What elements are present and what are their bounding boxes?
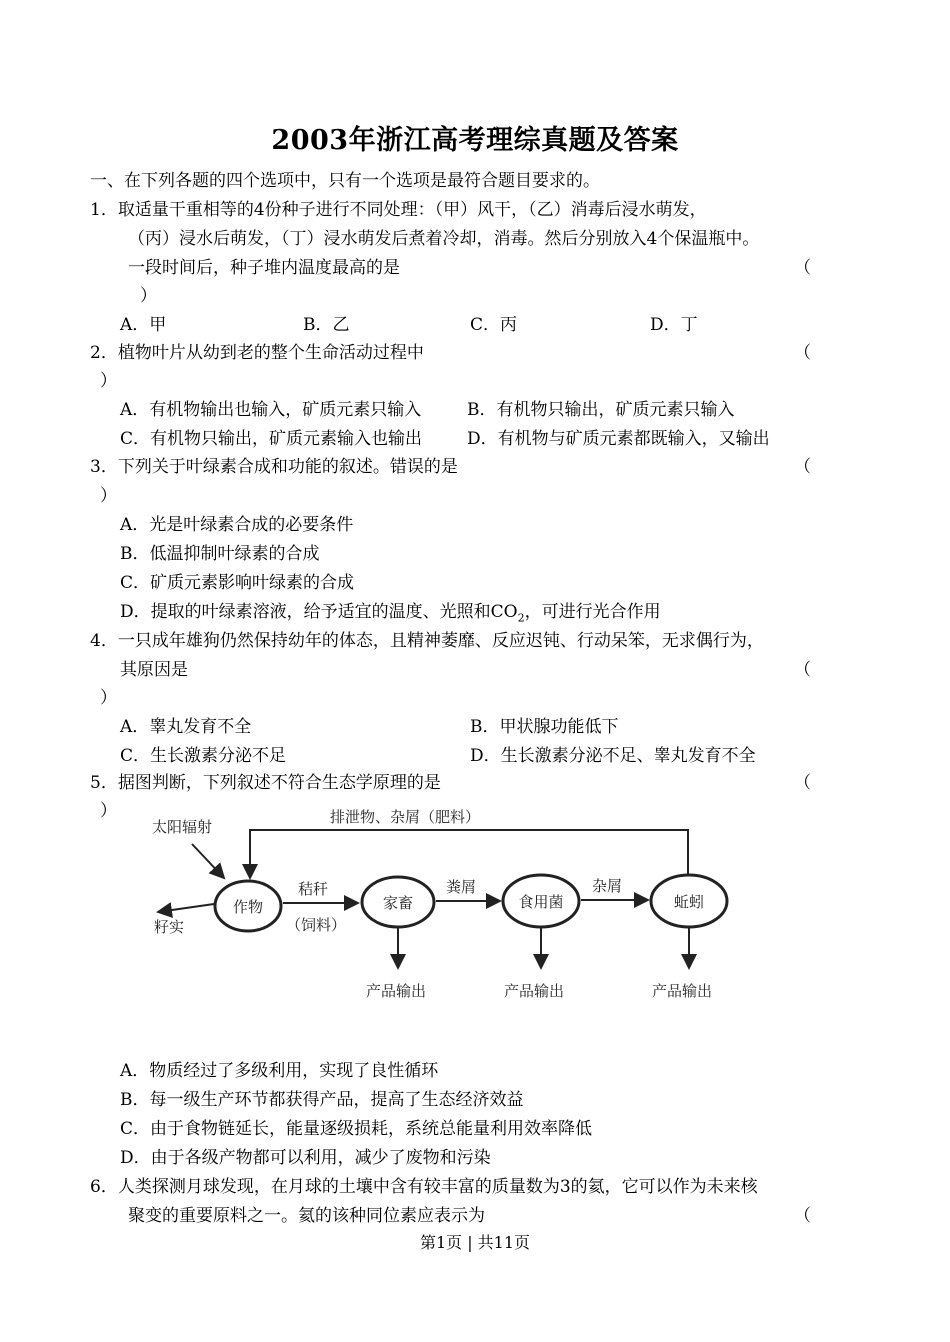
fertilizer-loop-arrow (250, 830, 688, 880)
node-mushroom-label: 食用菌 (518, 893, 564, 911)
q6-line1: 6．人类探测月球发现，在月球的土壤中含有较丰富的质量数为3的氦，它可以作为未来核 (90, 1177, 758, 1197)
answer-paren-open: （ (794, 660, 811, 680)
sun-label: 太阳辐射 (152, 818, 213, 836)
q3-option-b: B．低温抑制叶绿素的合成 (120, 544, 320, 564)
grain-label: 籽实 (154, 918, 185, 936)
answer-paren-open: （ (794, 258, 811, 278)
q1-option-c: C．丙 (470, 315, 518, 335)
node-earthworm-label: 蚯蚓 (673, 893, 705, 911)
straw-label: 秸秆 (298, 880, 329, 898)
grain-arrow (158, 904, 214, 912)
q5-option-c: C．由于食物链延长，能量逐级损耗，系统总能量利用效率降低 (120, 1119, 593, 1139)
q4-option-b: B．甲状腺功能低下 (470, 717, 619, 737)
q2-line1: 2．植物叶片从幼到老的整个生命活动过程中 (90, 343, 424, 363)
q1-option-d: D．丁 (650, 315, 698, 335)
output-label-3: 产品输出 (652, 982, 713, 1000)
answer-paren-open: （ (794, 457, 811, 477)
q6-line2: 聚变的重要原料之一。氦的该种同位素应表示为 (128, 1206, 485, 1226)
answer-paren-close: ） (100, 486, 117, 506)
q3-option-c: C．矿质元素影响叶绿素的合成 (120, 573, 355, 593)
q2-option-c: C．有机物只输出，矿质元素输入也输出 (120, 429, 423, 449)
sun-arrow (192, 844, 224, 878)
q1-line2: （丙）浸水后萌发，（丁）浸水萌发后煮着冷却，消毒。然后分别放入4个保温瓶中。 (128, 229, 760, 249)
q5-line1: 5．据图判断，下列叙述不符合生态学原理的是 (90, 773, 441, 793)
residue-label: 杂屑 (592, 877, 623, 895)
answer-paren-open: （ (794, 343, 811, 363)
answer-paren-close: ） (100, 688, 117, 708)
q4-option-c: C．生长激素分泌不足 (120, 746, 287, 766)
q4-line2: 其原因是 (120, 660, 188, 680)
q4-line1: 4．一只成年雄狗仍然保持幼年的体态，且精神萎靡、反应迟钝、行动呆笨，无求偶行为， (90, 631, 764, 651)
ecosystem-diagram (140, 800, 760, 1010)
answer-paren-close: ） (140, 286, 157, 306)
q4-option-d: D．生长激素分泌不足、睾丸发育不全 (470, 746, 756, 766)
answer-paren-close: ） (100, 371, 117, 391)
q1-option-b: B．乙 (303, 315, 350, 335)
answer-paren-open: （ (794, 1206, 811, 1226)
q1-line3: 一段时间后，种子堆内温度最高的是 (128, 258, 400, 278)
q3-option-a: A．光是叶绿素合成的必要条件 (120, 515, 354, 535)
node-crop-label: 作物 (232, 898, 264, 916)
q1-line1: 1．取适量干重相等的4份种子进行不同处理：（甲）风干，（乙）消毒后浸水萌发， (90, 200, 707, 220)
output-label-2: 产品输出 (504, 982, 565, 1000)
q2-option-b: B．有机物只输出，矿质元素只输入 (467, 400, 735, 420)
page-footer: 第1页 | 共11页 (419, 1233, 531, 1252)
fertilizer-label: 排泄物、杂屑（肥料） (330, 808, 481, 826)
answer-paren-open: （ (794, 773, 811, 793)
section-heading: 一、在下列各题的四个选项中，只有一个选项是最符合题目要求的。 (90, 171, 600, 191)
q1-option-a: A．甲 (120, 315, 167, 335)
q3-option-d: D．提取的叶绿素溶液，给予适宜的温度、光照和$CO_2$，可进行光合作用 (120, 602, 661, 625)
q2-option-a: A．有机物输出也输入，矿质元素只输入 (120, 400, 422, 420)
q5-option-a: A．物质经过了多级利用，实现了良性循环 (120, 1061, 439, 1081)
node-livestock-label: 家畜 (382, 894, 414, 912)
feed-label: （饲料） (286, 916, 347, 934)
q4-option-a: A．睾丸发育不全 (120, 717, 252, 737)
q5-option-b: B．每一级生产环节都获得产品，提高了生态经济效益 (120, 1090, 524, 1110)
page-title: 2003年浙江高考理综真题及答案 (271, 125, 679, 156)
q5-option-d: D．由于各级产物都可以利用，减少了废物和污染 (120, 1148, 491, 1168)
q3-line1: 3．下列关于叶绿素合成和功能的叙述。错误的是 (90, 457, 458, 477)
dung-label: 粪屑 (446, 878, 477, 896)
output-label-1: 产品输出 (366, 982, 427, 1000)
q2-option-d: D．有机物与矿质元素都既输入，又输出 (467, 429, 770, 449)
answer-paren-close: ） (100, 801, 117, 821)
